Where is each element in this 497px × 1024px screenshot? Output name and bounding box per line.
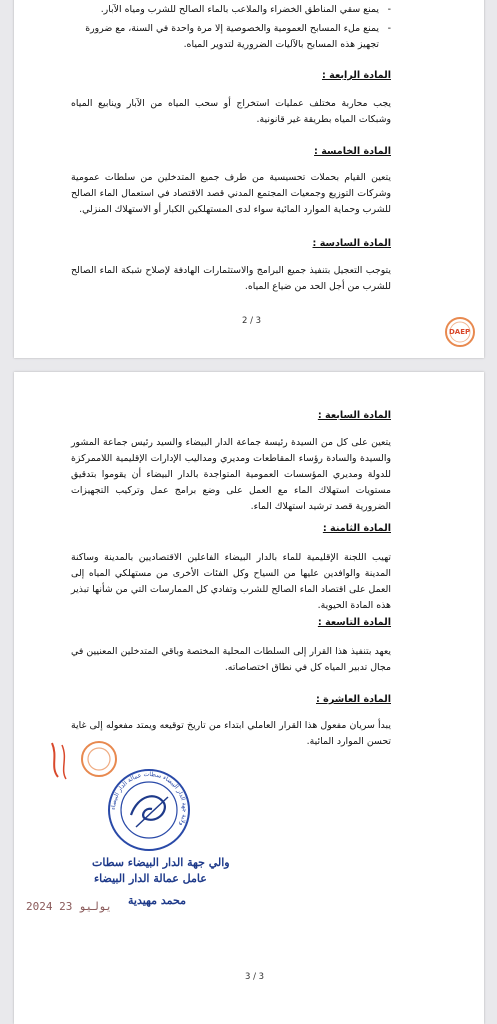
stamp-label: DAEP [449, 328, 471, 336]
document-page-2 [14, 0, 484, 358]
article-7-text: يتعين على كل من السيدة رئيسة جماعة الدار البيضاء والسيد رئيس جماعة المشور والسيدة والسادة رؤساء المقاطعات ومديري ومداليب الإدارات الإقليمية اللاممركزة للدولة ومديري المؤسسات العمومية المتواجدة بالدار البيضاء أن يقوموا بتدقيق مستويات استهلاك الماء مع العمل على وضع برامج عمل وتركيب التجهيزات الضرورية قصد ترشيد استهلاك الماء. [71, 437, 391, 512]
page-number: 3 / 3 [245, 972, 265, 982]
article-8-title: المادة الثامنة : [322, 523, 391, 534]
svg-text:ولاية جهة الدار البيضاء سطات ع: ولاية جهة الدار البيضاء سطات عمالة الدار البيضاء [109, 770, 189, 828]
article-6-title: المادة السادسة : [312, 238, 391, 249]
seal-ring-text [106, 767, 192, 853]
article-4-title: المادة الرابعة : [321, 70, 391, 81]
bullet-item: - يمنع ملء المسابح العمومية والخصوصية إلا مرة واحدة في السنة، مع ضرورة تجهيز هذه المسابح بالآليات الضرورية لتدوير المياه. [79, 21, 379, 53]
article-10-title: المادة العاشرة : [315, 694, 391, 705]
article-7-title: المادة السابعة : [317, 410, 391, 421]
article-8-text: تهيب اللجنة الإقليمية للماء بالدار البيضاء الفاعلين الاقتصاديين بالمدينة وساكنة المدينة والوافدين عليها من السياح وكل الفئات الأخرى من مستهلكي المياه إلى العمل على اقتصاد الماء الصالح للشرب وتفادي كل الممارسات التي من شأنها تبذير هذه المادة الحيوية. [71, 552, 391, 611]
date-stamp: 2024 يوليو 23 [26, 900, 113, 913]
bullet-item: - يمنع سقي المناطق الخضراء والملاعب بالماء الصالح للشرب ومياه الآبار. [79, 2, 379, 18]
signature-name: محمد مهيدية [128, 894, 186, 907]
article-9-title: المادة التاسعة : [317, 617, 391, 628]
page-number: 2 / 3 [242, 316, 262, 326]
article-5-title: المادة الخامسة : [314, 146, 391, 157]
article-5-text: يتعين القيام بحملات تحسيسية من طرف جميع المتدخلين من سلطات عمومية وشركات التوزيع وجمعيات المجتمع المدني قصد الاقتصاد في استعمال الماء الصالح للشرب وحماية الموارد المائية سواء لدى المستهلكين الكبار أو الاستهلاك المنزلي. [71, 172, 391, 215]
signature-title-amel: عامل عمالة الدار البيضاء [94, 872, 207, 885]
article-10-text: يبدأ سريان مفعول هذا القرار العاملي ابتداء من تاريخ توقيعه ويمتد مفعوله إلى غاية تحسن الموارد المائية. [71, 720, 391, 747]
signature-title-wali: والي جهة الدار البيضاء سطات [92, 856, 230, 869]
article-4-text: يجب محاربة مختلف عمليات استخراج أو سحب المياه من الآبار وينابيع المياه وشبكات المياه بطريقة غير قانونية. [71, 98, 391, 125]
article-9-text: يعهد بتنفيذ هذا القرار إلى السلطات المحلية المختصة وباقي المتدخلين المعنيين في مجال تدبير المياه كل في نطاق اختصاصاته. [71, 646, 391, 673]
article-6-text: يتوجب التعجيل بتنفيذ جميع البرامج والاستثمارات الهادفة لإصلاح شبكة الماء الصالح للشرب من أجل الحد من ضياع المياه. [71, 265, 391, 292]
document-page-3 [14, 372, 484, 1024]
